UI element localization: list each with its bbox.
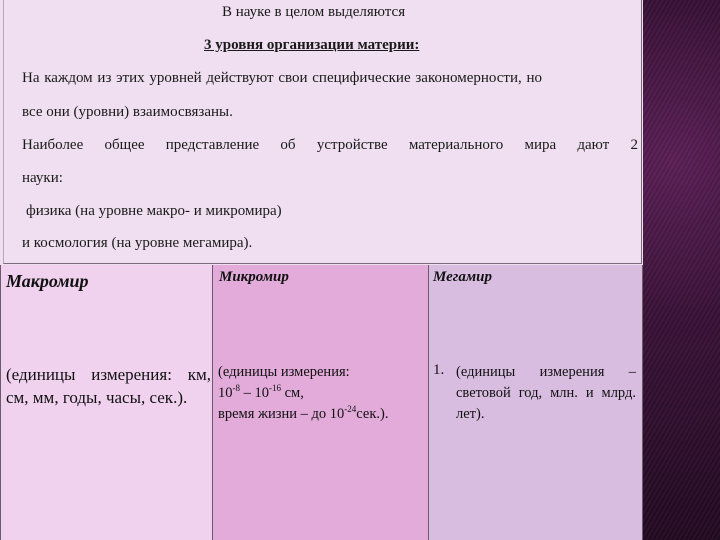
- paragraph-2-line-1: Наиболее общее представление об устройстве материального мира дают 2: [22, 137, 638, 153]
- paragraph-physics: физика (на уровне макро- и микромира): [26, 203, 282, 219]
- column-title-microworld: Микромир: [219, 269, 289, 285]
- microworld-line-2: $10^{-8} - 10^{-16}$ см,: [218, 383, 304, 401]
- column-title-macroworld: Макромир: [6, 271, 89, 291]
- intro-heading: В науке в целом выделяются: [222, 4, 406, 20]
- megaworld-units: (единицы измерения – световой год, млн. и млрд. лет).: [456, 364, 636, 422]
- megaworld-list-number: 1.: [433, 362, 445, 378]
- column-title-megaworld: Мегамир: [433, 269, 492, 285]
- paragraph-1-line-1: На каждом из этих уровней действуют свои специфические закономерности, но: [22, 70, 543, 86]
- macroworld-units: (единицы измерения: км, см, мм, годы, часы, сек.).: [6, 365, 211, 407]
- column-macroworld: [0, 265, 213, 540]
- paragraph-cosmology: и космология (на уровне мегамира).: [22, 235, 253, 251]
- paragraph-1-line-2: все они (уровни) взаимосвязаны.: [22, 104, 233, 120]
- microworld-line-3: время жизни – до $10^{-24}сек$.).: [218, 404, 389, 422]
- microworld-units: [218, 362, 430, 425]
- column-megaworld: [429, 265, 643, 540]
- column-microworld: [213, 265, 429, 540]
- intro-text-box: [3, 0, 642, 264]
- microworld-line-1: (единицы измерения:: [218, 364, 350, 380]
- intro-subheading: 3 уровня организации материи:: [204, 37, 420, 53]
- decorative-background-panel: [643, 0, 720, 540]
- paragraph-2-line-2: науки:: [22, 170, 63, 186]
